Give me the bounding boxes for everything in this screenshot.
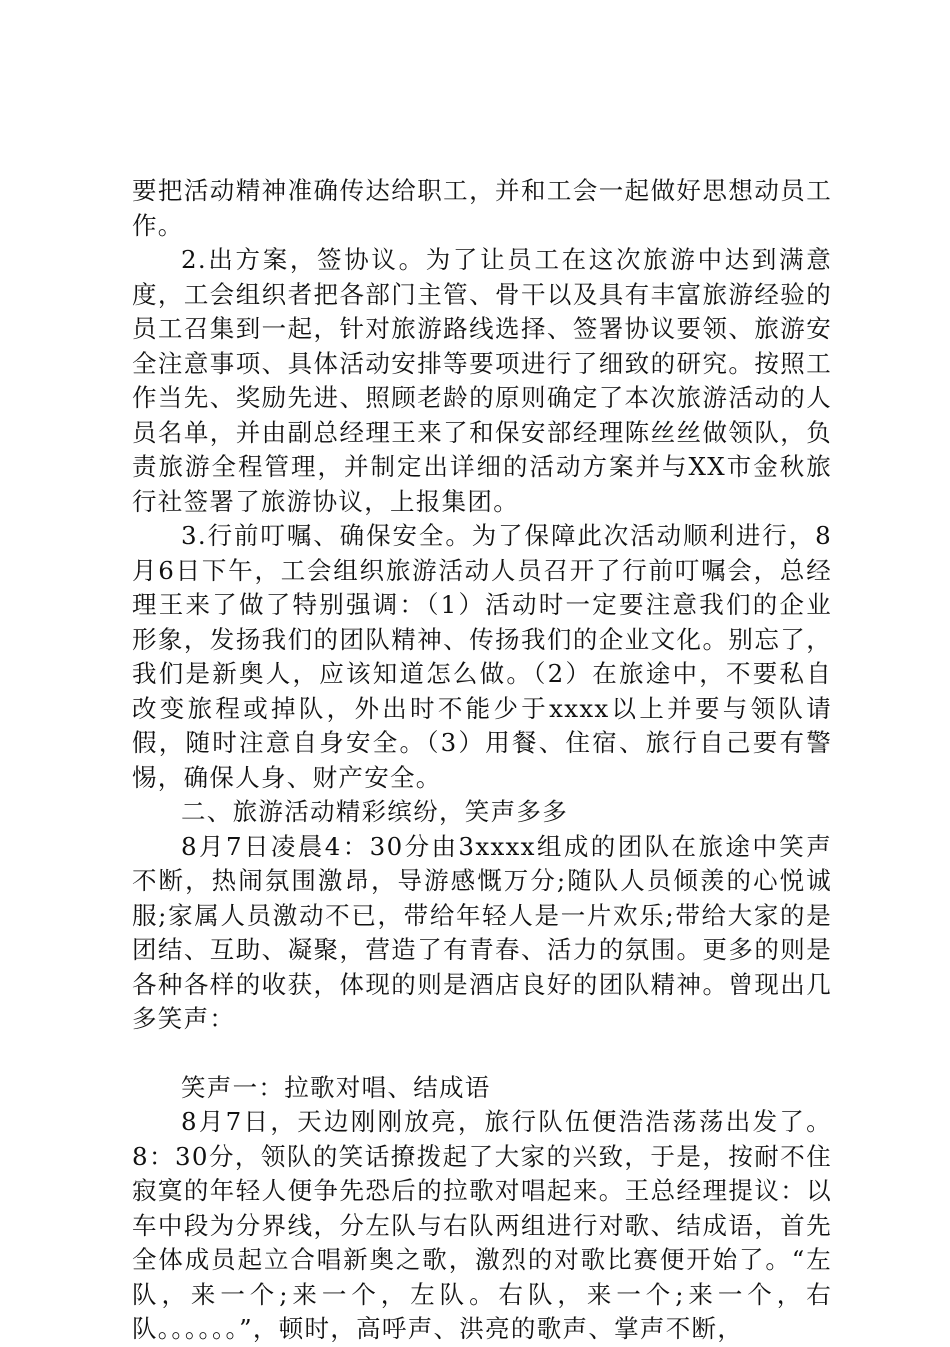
paragraph-song-contest: 8月7日，天边刚刚放亮，旅行队伍便浩浩荡荡出发了。8：30分，领队的笑话撩拨起了大家的兴致，于是，按耐不住寂寞的年轻人便争先恐后的拉歌对唱起来。王总经理提议：以车中段为分界线，分左队与右队两组进行对歌、结成语，首先全体成员起立合唱新奥之歌，激烈的对歌比赛便开始了。“左队，来一个;来一个，左队。右队，来一个;来一个，右队。。。。。。”，顿时，高呼声、洪亮的歌声、掌声不断， xyxy=(132,1107,832,1343)
document-page xyxy=(132,174,832,1347)
subheading-laughter-one: 笑声一：拉歌对唱、结成语 xyxy=(181,1072,491,1102)
blank-line xyxy=(132,1037,832,1071)
paragraph-mobilization: 要把活动精神准确传达给职工，并和工会一起做好思想动员工作。 xyxy=(132,176,832,240)
section-heading-activities: 二、旅游活动精彩缤纷，笑声多多 xyxy=(181,797,568,826)
paragraph-safety-briefing: 3.行前叮嘱、确保安全。为了保障此次活动顺利进行，8月6日下午，工会组织旅游活动人员召开了行前叮嘱会，总经理王来了做了特别强调：（1）活动时一定要注意我们的企业形象，发扬我们的团队精神、传扬我们的企业文化。别忘了，我们是新奥人，应该知道怎么做。（2）在旅途中，不要私自改变旅程或掉队，外出时不能少于xxxx以上并要与领队请假，随时注意自身安全。（3）用餐、住宿、旅行自己要有警惕，确保人身、财产安全。 xyxy=(132,521,832,792)
paragraph-laughter-overview: 8月7日凌晨4：30分由3xxxx组成的团队在旅途中笑声不断，热闹氛围激昂，导游感慨万分;随队人员倾羡的心悦诚服;家属人员激动不已，带给年轻人是一片欢乐;带给大家的是团结、互助、凝聚，营造了有青春、活力的氛围。更多的则是各种各样的收获，体现的则是酒店良好的团队精神。曾现出几多笑声： xyxy=(132,831,832,1033)
paragraph-plan-agreement: 2.出方案，签协议。为了让员工在这次旅游中达到满意度，工会组织者把各部门主管、骨干以及具有丰富旅游经验的员工召集到一起，针对旅游路线选择、签署协议要领、旅游安全注意事项、具体活动安排等要项进行了细致的研究。按照工作当先、奖励先进、照顾老龄的原则确定了本次旅游活动的人员名单，并由副总经理王来了和保安部经理陈丝丝做领队，负责旅游全程管理，并制定出详细的活动方案并与XX市金秋旅行社签署了旅游协议，上报集团。 xyxy=(132,245,832,516)
